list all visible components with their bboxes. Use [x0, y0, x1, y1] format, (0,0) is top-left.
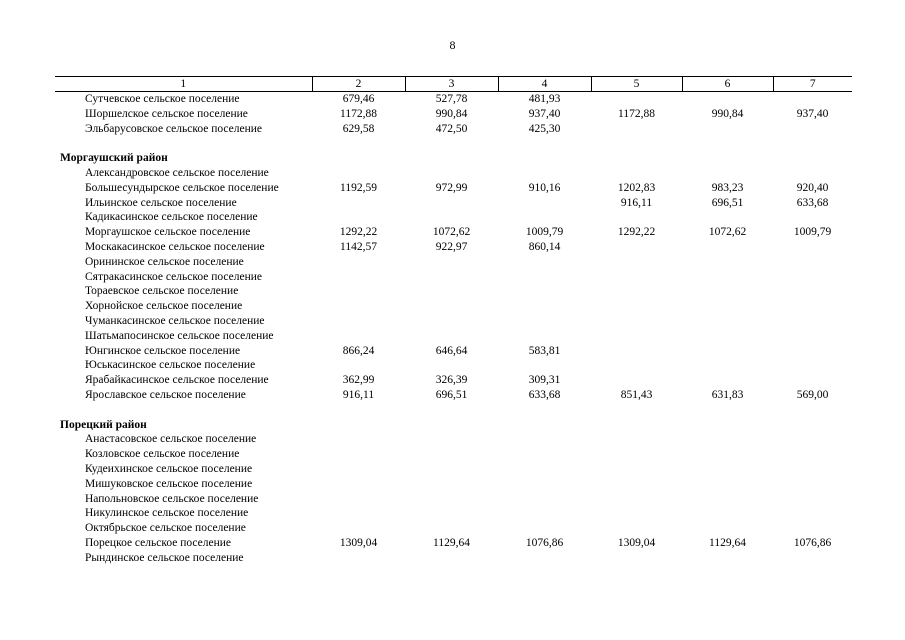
- value-cell-col-4: [498, 432, 591, 447]
- settlement-name: Напольновское сельское поселение: [85, 492, 259, 505]
- table-row: [55, 358, 852, 373]
- value-cell-col-7: [773, 329, 852, 344]
- value-cell-col-6: [682, 284, 773, 299]
- settlement-name: Москакасинское сельское поселение: [85, 240, 265, 253]
- value-cell-col-3: 990,84: [435, 107, 468, 120]
- value-cell-col-7: 937,40: [796, 107, 829, 120]
- value-cell-col-3: [405, 358, 498, 373]
- value-cell-col-6: [682, 447, 773, 462]
- value-cell-col-5: [591, 551, 682, 566]
- settlement-name: Александровское сельское поселение: [85, 166, 269, 179]
- value-cell-col-6: [682, 240, 773, 255]
- value-cell-col-6: [682, 506, 773, 521]
- column-header-7: 7: [773, 77, 852, 92]
- value-cell-col-2: 629,58: [342, 122, 375, 135]
- value-cell-col-4: 937,40: [528, 107, 561, 120]
- value-cell-col-6: [682, 521, 773, 536]
- value-cell-col-2: [312, 521, 405, 536]
- settlement-name: Хорнойское сельское поселение: [85, 300, 243, 313]
- value-cell-col-7: [773, 373, 852, 388]
- value-cell-col-3: [405, 506, 498, 521]
- table-row: [55, 181, 852, 196]
- value-cell-col-4: 910,16: [528, 181, 561, 194]
- value-cell-col-7: [773, 240, 852, 255]
- table-row: [55, 196, 852, 211]
- column-header-1: 1: [55, 77, 312, 92]
- value-cell-col-7: [773, 344, 852, 359]
- value-cell-col-6: [682, 122, 773, 137]
- value-cell-col-3: 472,50: [435, 122, 468, 135]
- table-row: [55, 329, 852, 344]
- value-cell-col-3: 922,97: [435, 240, 468, 253]
- table-row: [55, 122, 852, 137]
- value-cell-col-6: 1129,64: [709, 536, 746, 549]
- value-cell-col-2: 916,11: [342, 388, 375, 401]
- value-cell-col-3: 527,78: [435, 93, 468, 105]
- value-cell-col-5: [591, 506, 682, 521]
- table-row: [55, 92, 852, 107]
- value-cell-col-2: [312, 492, 405, 507]
- value-cell-col-2: [312, 358, 405, 373]
- settlement-name: Тораевское сельское поселение: [85, 285, 239, 298]
- value-cell-col-5: [591, 358, 682, 373]
- column-header-2: 2: [312, 77, 405, 92]
- column-header-5: 5: [591, 77, 682, 92]
- value-cell-col-3: 1072,62: [432, 226, 471, 239]
- table-row: [55, 447, 852, 462]
- value-cell-col-6: [682, 373, 773, 388]
- value-cell-col-3: [405, 314, 498, 329]
- value-cell-col-7: [773, 462, 852, 477]
- value-cell-col-4: [498, 166, 591, 181]
- table-row: [55, 284, 852, 299]
- value-cell-col-4: [498, 358, 591, 373]
- settlement-name: Порецкое сельское поселение: [85, 536, 232, 549]
- table-row: [55, 432, 852, 447]
- value-cell-col-5: [591, 284, 682, 299]
- value-cell-col-2: [312, 299, 405, 314]
- table-row: [55, 107, 852, 122]
- table-row: [55, 240, 852, 255]
- settlement-name: Орининское сельское поселение: [85, 255, 244, 268]
- value-cell-col-7: [773, 270, 852, 285]
- value-cell-col-2: [312, 506, 405, 521]
- value-cell-col-3: 972,99: [435, 181, 468, 194]
- value-cell-col-7: [773, 477, 852, 492]
- table-row: [55, 521, 852, 536]
- value-cell-col-4: [498, 521, 591, 536]
- value-cell-col-5: [591, 521, 682, 536]
- value-cell-col-4: 1009,79: [525, 226, 564, 239]
- settlement-name: Никулинское сельское поселение: [85, 507, 249, 520]
- value-cell-col-5: [591, 255, 682, 270]
- table-row: [55, 210, 852, 225]
- value-cell-col-3: [405, 551, 498, 566]
- value-cell-col-5: [591, 432, 682, 447]
- settlement-name: Кудеихинское сельское поселение: [85, 462, 253, 475]
- value-cell-col-7: [773, 255, 852, 270]
- value-cell-col-5: [591, 462, 682, 477]
- value-cell-col-4: [498, 270, 591, 285]
- value-cell-col-2: 362,99: [342, 374, 375, 387]
- value-cell-col-7: [773, 492, 852, 507]
- column-header-4: 4: [498, 77, 591, 92]
- value-cell-col-4: [498, 492, 591, 507]
- settlement-name: Моргаушское сельское поселение: [85, 226, 251, 239]
- value-cell-col-2: [312, 477, 405, 492]
- value-cell-col-3: [405, 477, 498, 492]
- spacer-cell: [55, 403, 852, 418]
- value-cell-col-4: [498, 447, 591, 462]
- district-name: Порецкий район: [60, 418, 147, 431]
- value-cell-col-4: [498, 255, 591, 270]
- table-row: [55, 299, 852, 314]
- table-row: [55, 270, 852, 285]
- value-cell-col-4: [498, 299, 591, 314]
- value-cell-col-4: 425,30: [528, 122, 561, 135]
- value-cell-col-4: [498, 329, 591, 344]
- value-cell-col-3: [405, 432, 498, 447]
- value-cell-col-6: [682, 210, 773, 225]
- table-row: [55, 462, 852, 477]
- value-cell-col-5: [591, 477, 682, 492]
- spacer-cell: [55, 136, 852, 151]
- value-cell-col-7: [773, 284, 852, 299]
- value-cell-col-6: 983,23: [711, 181, 744, 194]
- value-cell-col-4: [498, 462, 591, 477]
- table-row: [55, 225, 852, 240]
- spacer-row: [55, 403, 852, 418]
- value-cell-col-6: 631,83: [711, 388, 744, 401]
- value-cell-col-3: [405, 166, 498, 181]
- value-cell-col-3: [405, 196, 498, 211]
- value-cell-col-5: [591, 270, 682, 285]
- value-cell-col-5: 1202,83: [617, 181, 656, 194]
- value-cell-col-4: [498, 210, 591, 225]
- value-cell-col-2: 679,46: [342, 93, 375, 105]
- district-heading-row: [55, 151, 852, 166]
- value-cell-col-5: [591, 122, 682, 137]
- settlement-name: Эльбарусовское сельское поселение: [85, 122, 263, 135]
- value-cell-col-2: [312, 447, 405, 462]
- value-cell-col-6: [682, 462, 773, 477]
- value-cell-col-7: [773, 432, 852, 447]
- value-cell-col-2: [312, 314, 405, 329]
- settlement-name: Сятракасинское сельское поселение: [85, 270, 262, 283]
- value-cell-col-3: [405, 210, 498, 225]
- value-cell-col-2: [312, 551, 405, 566]
- tariff-table: [55, 76, 852, 566]
- value-cell-col-7: [773, 122, 852, 137]
- value-cell-col-3: [405, 492, 498, 507]
- settlement-name: Ярабайкасинское сельское поселение: [85, 374, 269, 387]
- value-cell-col-4: 583,81: [528, 344, 561, 357]
- value-cell-col-7: 1009,79: [793, 226, 832, 239]
- district-name: Моргаушский район: [60, 152, 168, 165]
- value-cell-col-4: [498, 551, 591, 566]
- value-cell-col-3: 696,51: [435, 388, 468, 401]
- table-row: [55, 373, 852, 388]
- value-cell-col-6: [682, 358, 773, 373]
- value-cell-col-4: 860,14: [528, 240, 561, 253]
- value-cell-col-2: [312, 255, 405, 270]
- value-cell-col-7: [773, 166, 852, 181]
- value-cell-col-6: [682, 551, 773, 566]
- value-cell-col-3: 646,64: [435, 344, 468, 357]
- settlement-name: Юнгинское сельское поселение: [85, 344, 241, 357]
- value-cell-col-7: [773, 314, 852, 329]
- value-cell-col-5: 916,11: [620, 196, 653, 209]
- settlement-name: Мишуковское сельское поселение: [85, 477, 253, 490]
- table-row: [55, 314, 852, 329]
- settlement-name: Ярославское сельское поселение: [85, 388, 246, 401]
- value-cell-col-5: 851,43: [620, 388, 653, 401]
- table-row: [55, 388, 852, 403]
- value-cell-col-2: [312, 166, 405, 181]
- value-cell-col-7: [773, 358, 852, 373]
- settlement-name: Юськасинское сельское поселение: [85, 359, 256, 372]
- table-row: [55, 536, 852, 551]
- value-cell-col-5: [591, 373, 682, 388]
- value-cell-col-4: [498, 477, 591, 492]
- value-cell-col-2: 1292,22: [339, 226, 378, 239]
- value-cell-col-5: [591, 344, 682, 359]
- value-cell-col-2: 1192,59: [340, 181, 377, 194]
- value-cell-col-2: [312, 462, 405, 477]
- value-cell-col-3: [405, 462, 498, 477]
- value-cell-col-2: 866,24: [342, 344, 375, 357]
- value-cell-col-2: 1309,04: [339, 536, 378, 549]
- value-cell-col-2: 1172,88: [340, 107, 377, 120]
- value-cell-col-5: [591, 166, 682, 181]
- value-cell-col-6: [682, 329, 773, 344]
- value-cell-col-3: [405, 447, 498, 462]
- value-cell-col-6: [682, 432, 773, 447]
- column-header-6: 6: [682, 77, 773, 92]
- column-header-3: 3: [405, 77, 498, 92]
- value-cell-col-6: 1072,62: [708, 226, 747, 239]
- value-cell-col-5: [591, 492, 682, 507]
- value-cell-col-4: 309,31: [528, 374, 561, 387]
- settlement-name: Шатьмапосинское сельское поселение: [85, 329, 274, 342]
- settlement-name: Козловское сельское поселение: [85, 448, 240, 461]
- table-row: [55, 492, 852, 507]
- value-cell-col-7: 569,00: [796, 388, 829, 401]
- value-cell-col-7: 920,40: [796, 181, 829, 194]
- value-cell-col-5: 1309,04: [617, 536, 656, 549]
- settlement-name: Большесундырское сельское поселение: [85, 181, 279, 194]
- table-row: [55, 255, 852, 270]
- value-cell-col-2: 1142,57: [340, 240, 377, 253]
- value-cell-col-5: [591, 240, 682, 255]
- table-row: [55, 344, 852, 359]
- value-cell-col-6: 696,51: [711, 196, 744, 209]
- page-number: 8: [449, 38, 456, 52]
- value-cell-col-4: 1076,86: [525, 536, 564, 549]
- value-cell-col-3: [405, 284, 498, 299]
- value-cell-col-6: [682, 299, 773, 314]
- settlement-name: Чуманкасинское сельское поселение: [85, 314, 265, 327]
- settlement-name: Шоршелское сельское поселение: [85, 107, 248, 120]
- table-row: [55, 506, 852, 521]
- value-cell-col-7: 1076,86: [793, 536, 832, 549]
- value-cell-col-6: 990,84: [711, 107, 744, 120]
- value-cell-col-6: [682, 314, 773, 329]
- value-cell-col-4: [498, 196, 591, 211]
- table-row: [55, 551, 852, 566]
- value-cell-col-7: [773, 506, 852, 521]
- value-cell-col-3: [405, 521, 498, 536]
- table-row: [55, 166, 852, 181]
- value-cell-col-2: [312, 196, 405, 211]
- value-cell-col-3: [405, 299, 498, 314]
- value-cell-col-7: [773, 299, 852, 314]
- settlement-name: Кадикасинское сельское поселение: [85, 211, 258, 224]
- value-cell-col-7: [773, 210, 852, 225]
- value-cell-col-5: [591, 329, 682, 344]
- value-cell-col-5: [591, 447, 682, 462]
- value-cell-col-5: 1292,22: [617, 226, 656, 239]
- value-cell-col-7: [773, 92, 852, 107]
- value-cell-col-3: 1129,64: [433, 536, 470, 549]
- value-cell-col-7: [773, 551, 852, 566]
- value-cell-col-6: [682, 492, 773, 507]
- value-cell-col-6: [682, 166, 773, 181]
- value-cell-col-6: [682, 477, 773, 492]
- value-cell-col-6: [682, 255, 773, 270]
- value-cell-col-3: [405, 329, 498, 344]
- value-cell-col-3: [405, 270, 498, 285]
- value-cell-col-7: 633,68: [796, 196, 829, 209]
- value-cell-col-7: [773, 521, 852, 536]
- value-cell-col-4: [498, 506, 591, 521]
- value-cell-col-5: 1172,88: [618, 107, 655, 120]
- spacer-row: [55, 136, 852, 151]
- value-cell-col-4: 481,93: [528, 93, 561, 105]
- value-cell-col-4: [498, 314, 591, 329]
- value-cell-col-5: [591, 314, 682, 329]
- value-cell-col-5: [591, 92, 682, 107]
- value-cell-col-2: [312, 210, 405, 225]
- value-cell-col-6: [682, 270, 773, 285]
- settlement-name: Октябрьское сельское поселение: [85, 522, 246, 535]
- value-cell-col-3: [405, 255, 498, 270]
- table-header-row: [55, 77, 852, 92]
- value-cell-col-2: [312, 270, 405, 285]
- value-cell-col-2: [312, 329, 405, 344]
- value-cell-col-4: 633,68: [528, 388, 561, 401]
- value-cell-col-6: [682, 92, 773, 107]
- value-cell-col-6: [682, 344, 773, 359]
- settlement-name: Сутчевское сельское поселение: [85, 93, 240, 105]
- district-heading-row: [55, 418, 852, 433]
- settlement-name: Анастасовское сельское поселение: [85, 433, 257, 446]
- table-row: [55, 477, 852, 492]
- settlement-name: Ильинское сельское поселение: [85, 196, 237, 209]
- value-cell-col-2: [312, 284, 405, 299]
- value-cell-col-5: [591, 210, 682, 225]
- value-cell-col-4: [498, 284, 591, 299]
- settlement-name: Рындинское сельское поселение: [85, 551, 244, 564]
- value-cell-col-3: 326,39: [435, 374, 468, 387]
- value-cell-col-5: [591, 299, 682, 314]
- value-cell-col-2: [312, 432, 405, 447]
- value-cell-col-7: [773, 447, 852, 462]
